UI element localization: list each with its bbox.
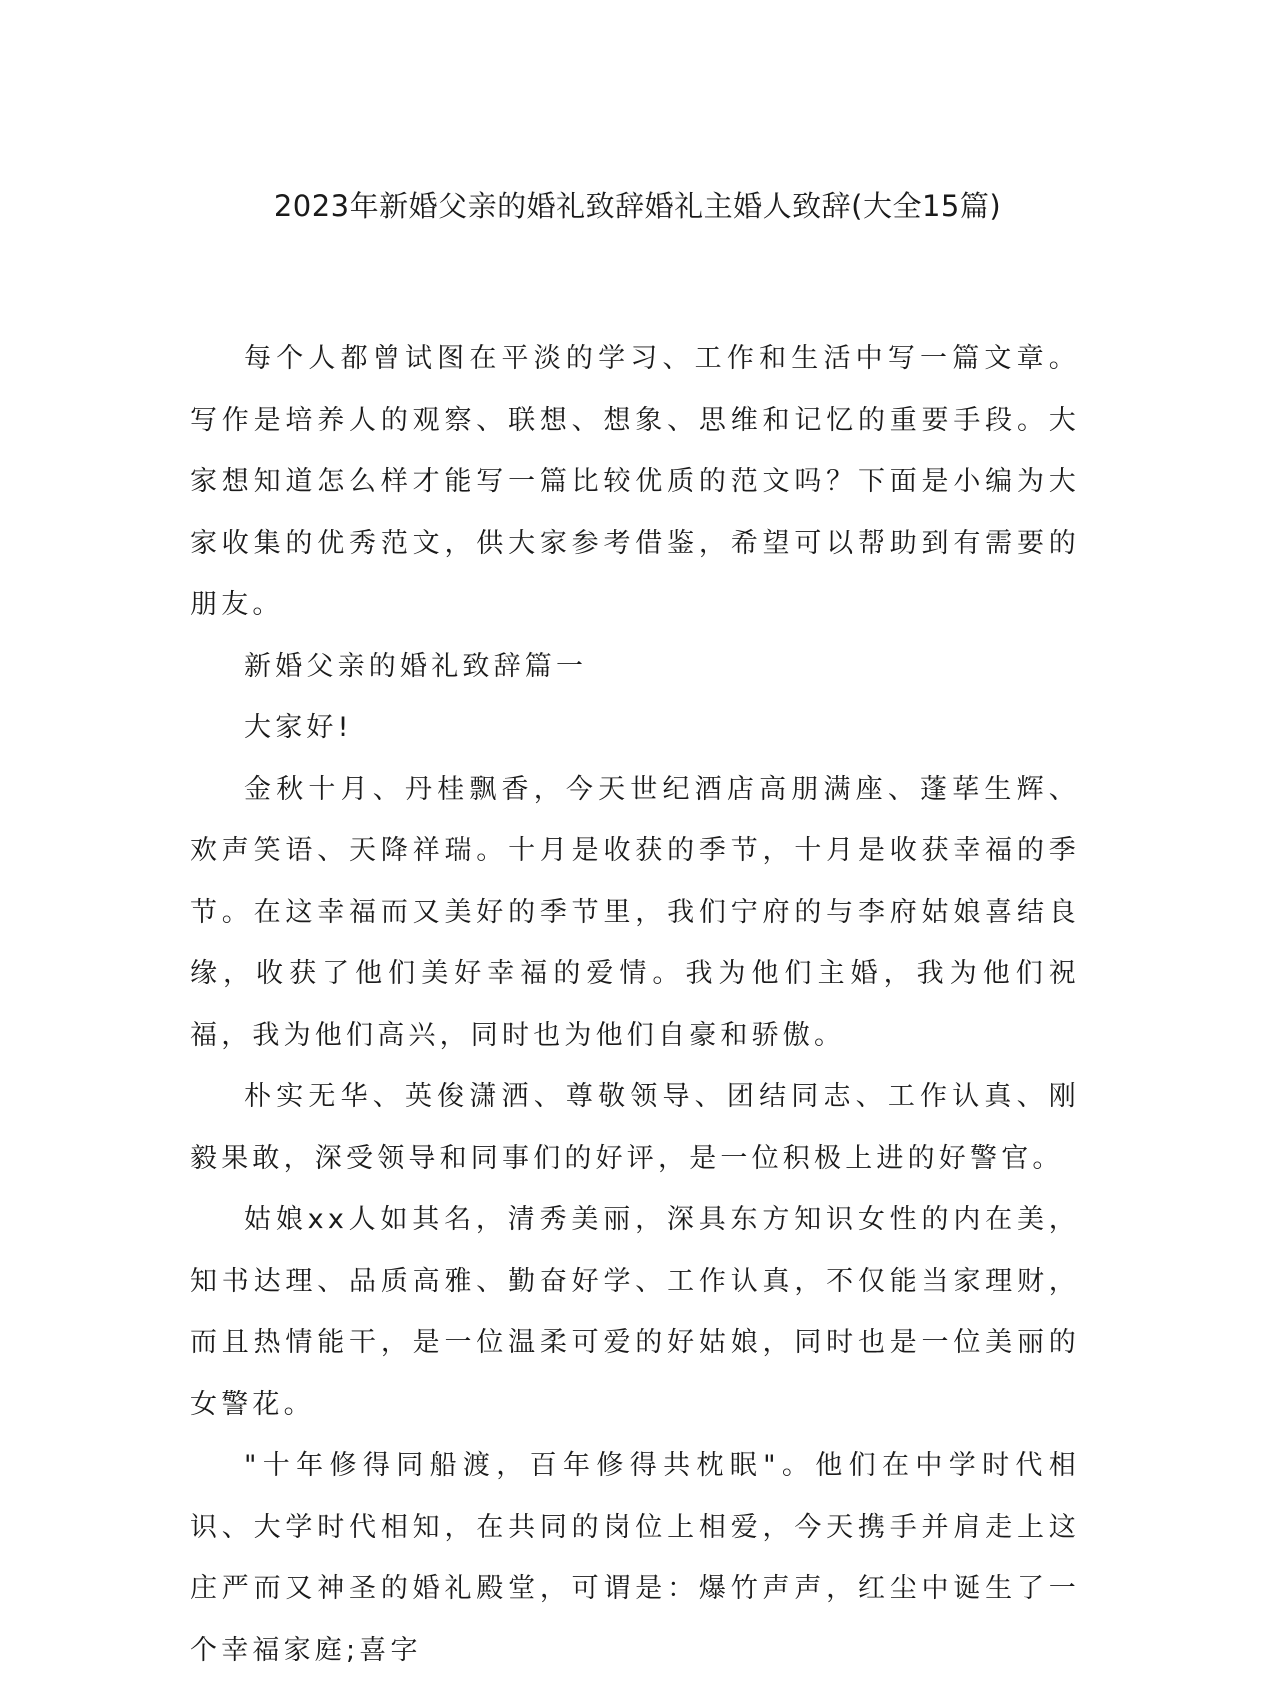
section-heading: 新婚父亲的婚礼致辞篇一 <box>244 650 588 682</box>
document-title: 2023年新婚父亲的婚礼致辞婚礼主婚人致辞(大全15篇) <box>273 189 1002 223</box>
paragraph-bride: 姑娘xx人如其名，清秀美丽，深具东方知识女性的内在美，知书达理、品质高雅、勤奋好学、工作认真，不仅能当家理财，而且热情能干，是一位温柔可爱的好姑娘，同时也是一位美丽的女警花。 <box>190 1204 1080 1420</box>
paragraph-autumn: 金秋十月、丹桂飘香，今天世纪酒店高朋满座、蓬荜生辉、欢声笑语、天降祥瑞。十月是收获的季节，十月是收获幸福的季节。在这幸福而又美好的季节里，我们宁府的与李府姑娘喜结良缘，收获了他们美好幸福的爱情。我为他们主婚，我为他们祝福，我为他们高兴，同时也为他们自豪和骄傲。 <box>190 773 1080 1051</box>
paragraph-greeting: 大家好! <box>244 712 353 743</box>
paragraph-intro: 每个人都曾试图在平淡的学习、工作和生活中写一篇文章。写作是培养人的观察、联想、想象、思维和记忆的重要手段。大家想知道怎么样才能写一篇比较优质的范文吗？下面是小编为大家收集的优秀范文，供大家参考借鉴，希望可以帮助到有需要的朋友。 <box>190 343 1080 620</box>
paragraph-proverb: "十年修得同船渡，百年修得共枕眠"。他们在中学时代相识、大学时代相知，在共同的岗位上相爱，今天携手并肩走上这庄严而又神圣的婚礼殿堂，可谓是：爆竹声声，红尘中诞生了一个幸福家庭;喜字 <box>190 1450 1080 1666</box>
document-body <box>190 328 1080 1681</box>
paragraph-groom: 朴实无华、英俊潇洒、尊敬领导、团结同志、工作认真、刚毅果敢，深受领导和同事们的好评，是一位积极上进的好警官。 <box>190 1081 1080 1174</box>
